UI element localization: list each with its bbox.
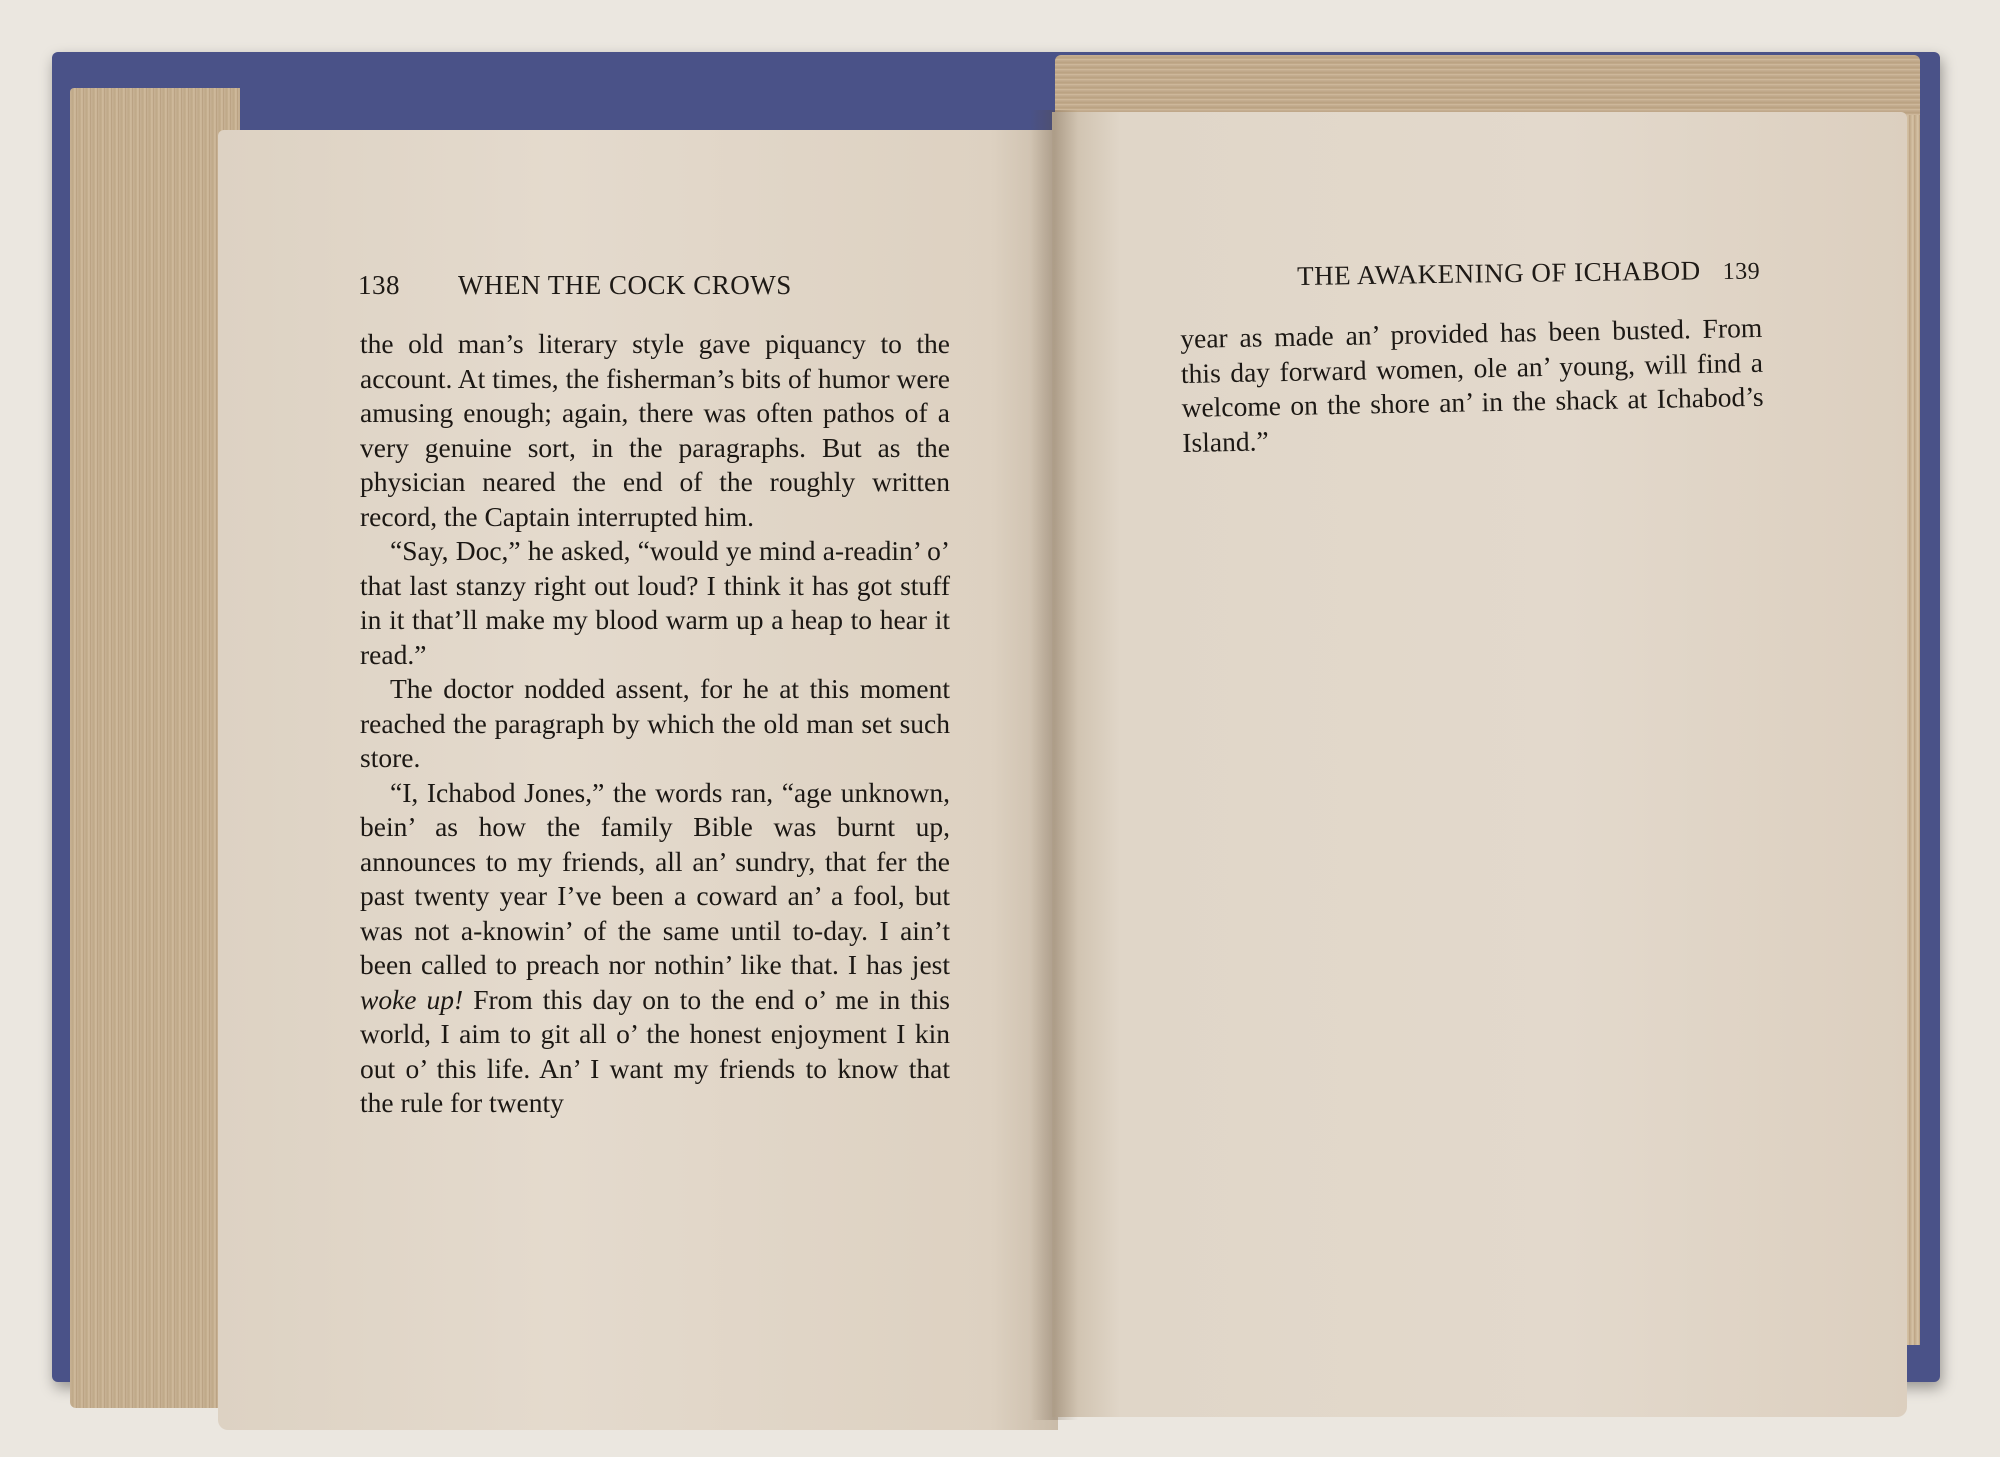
right-page bbox=[1052, 112, 1907, 1417]
text-run: From this day on to the end o’ me in this world, I aim to git all o’ the honest enjoyment I kin out o’ this life. An’ I want my friends to know that the rule for twenty bbox=[360, 983, 951, 1118]
paragraph: year as made an’ provided has been busted. From this day forward women, ole an’ young, will find a welcome on the shore an’ in the shack at Ichabod’s Island.” bbox=[1180, 311, 1764, 458]
paragraph: “Say, Doc,” he asked, “would ye mind a-readin’ o’ that last stanzy right out loud? I think it has got stuff in it that’ll make my blood warm up a heap to hear it read.” bbox=[360, 535, 950, 670]
text-run: “I, Ichabod Jones,” the words ran, “age unknown, bein’ as how the family Bible was burnt up, announces to my friends, all an’ sundry, that fer the past twenty year I’ve been a coward an’ a fool, but was not a-knowin’ of the same until to-day. I ain’t been called to preach nor nothin’ like that. I has jest bbox=[360, 776, 950, 980]
right-page-number: 139 bbox=[1722, 258, 1761, 286]
left-running-head bbox=[358, 270, 948, 301]
paragraph: the old man’s literary style gave piquancy to the account. At times, the fisherman’s bits of humor were amusing enough; again, there was often pathos of a very genuine sort, in the paragraphs. But as the physician neared the end of the roughly written record, the Captain interrupted him. bbox=[360, 328, 950, 532]
left-head-title: WHEN THE COCK CROWS bbox=[458, 270, 792, 300]
left-page-text bbox=[360, 327, 950, 1121]
left-page-number: 138 bbox=[358, 270, 400, 300]
page-edges-left bbox=[70, 88, 240, 1408]
paragraph-last bbox=[360, 776, 950, 1121]
book-gutter bbox=[1030, 110, 1078, 1420]
right-page-text bbox=[1180, 311, 1765, 460]
paragraph: The doctor nodded assent, for he at this moment reached the paragraph by which the old man set such store. bbox=[360, 673, 950, 773]
right-head-title: THE AWAKENING OF ICHABOD bbox=[1296, 255, 1701, 291]
italic-text: woke up! bbox=[360, 983, 464, 1015]
